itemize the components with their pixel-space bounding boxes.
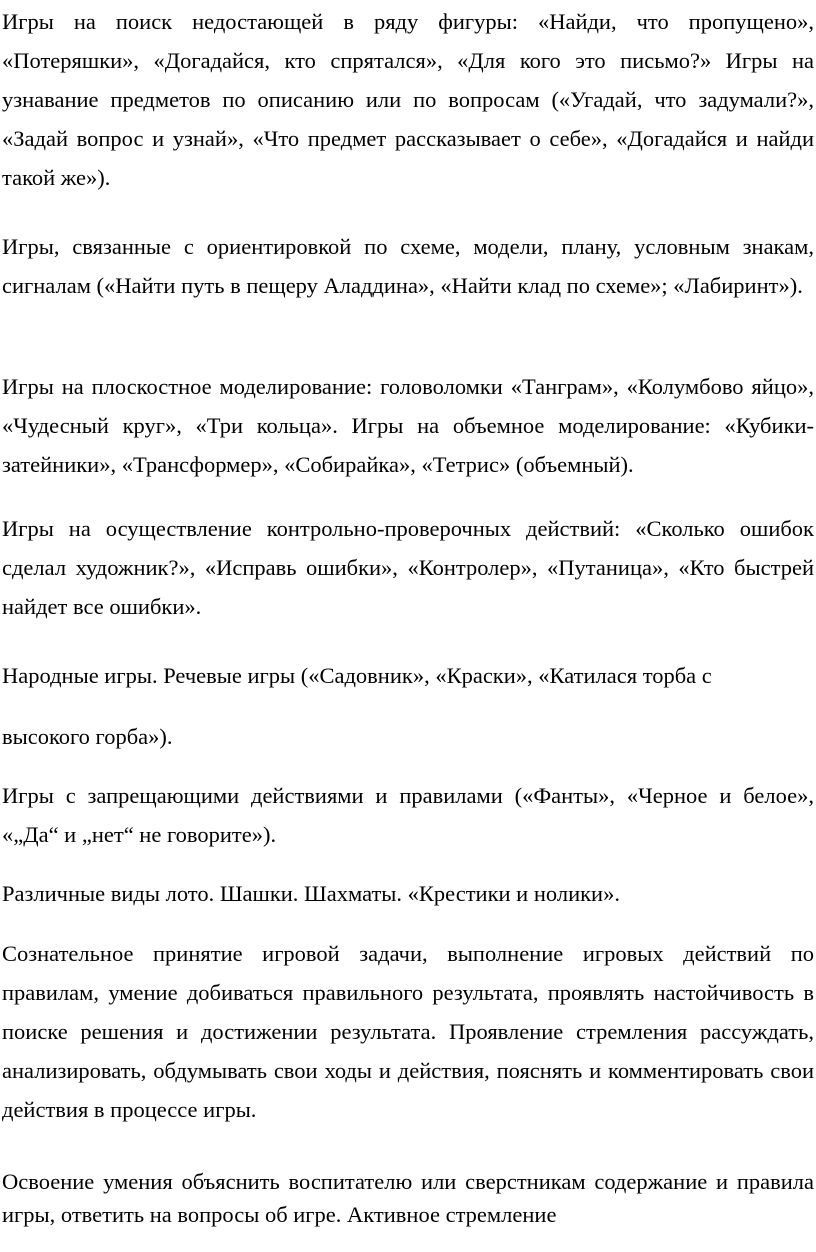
paragraph-orientation-games: Игры, связанные с ориентировкой по схеме, модели, плану, условным знакам, сигналам («Найти путь в пещеру Аладдина», «Найти клад по схеме»; «Лабиринт»). — [2, 234, 814, 298]
paragraph-game-task-acceptance: Сознательное принятие игровой задачи, выполнение игровых действий по правилам, умение добиваться правильного результата, проявлять настойчивость в поиске решения и достижении результата. Проявление стремления рассуждать, анализировать, обдумывать свои ходы и действия, пояснять и комментировать свои действия в процессе игры. — [2, 941, 814, 1122]
paragraph-board-games: Различные виды лото. Шашки. Шахматы. «Крестики и нолики». — [2, 881, 620, 906]
paragraph-explaining-rules: Освоение умения объяснить воспитателю или сверстникам содержание и правила игры, ответить на вопросы об игре. Активное стремление — [2, 1169, 814, 1227]
paragraph-search-and-recognition-games: Игры на поиск недостающей в ряду фигуры: «Найди, что пропущено», «Потеряшки», «Догадайся, кто спрятался», «Для кого это письмо?» Игры на узнавание предметов по описанию или по вопросам («Угадай, что задумали?», «Задай вопрос и узнай», «Что предмет рассказывает о себе», «Догадайся и найди такой же»). — [2, 9, 814, 190]
paragraph-folk-games-continuation: высокого горба»). — [2, 724, 173, 749]
paragraph-restriction-games: Игры с запрещающими действиями и правилами («Фанты», «Черное и белое», «„Да“ и „нет“ не говорите»). — [2, 783, 814, 847]
paragraph-folk-games: Народные игры. Речевые игры («Садовник», «Краски», «Катилася торба с — [2, 663, 712, 688]
paragraph-control-check-games: Игры на осуществление контрольно-проверочных действий: «Сколько ошибок сделал художник?», «Исправь ошибки», «Контролер», «Путаница», «Кто быстрей найдет все ошибки». — [2, 516, 814, 619]
paragraph-modeling-games: Игры на плоскостное моделирование: головоломки «Танграм», «Колумбово яйцо», «Чудесный круг», «Три кольца». Игры на объемное моделирование: «Кубики-затейники», «Трансформер», «Собирайка», «Тетрис» (объемный). — [2, 374, 814, 477]
